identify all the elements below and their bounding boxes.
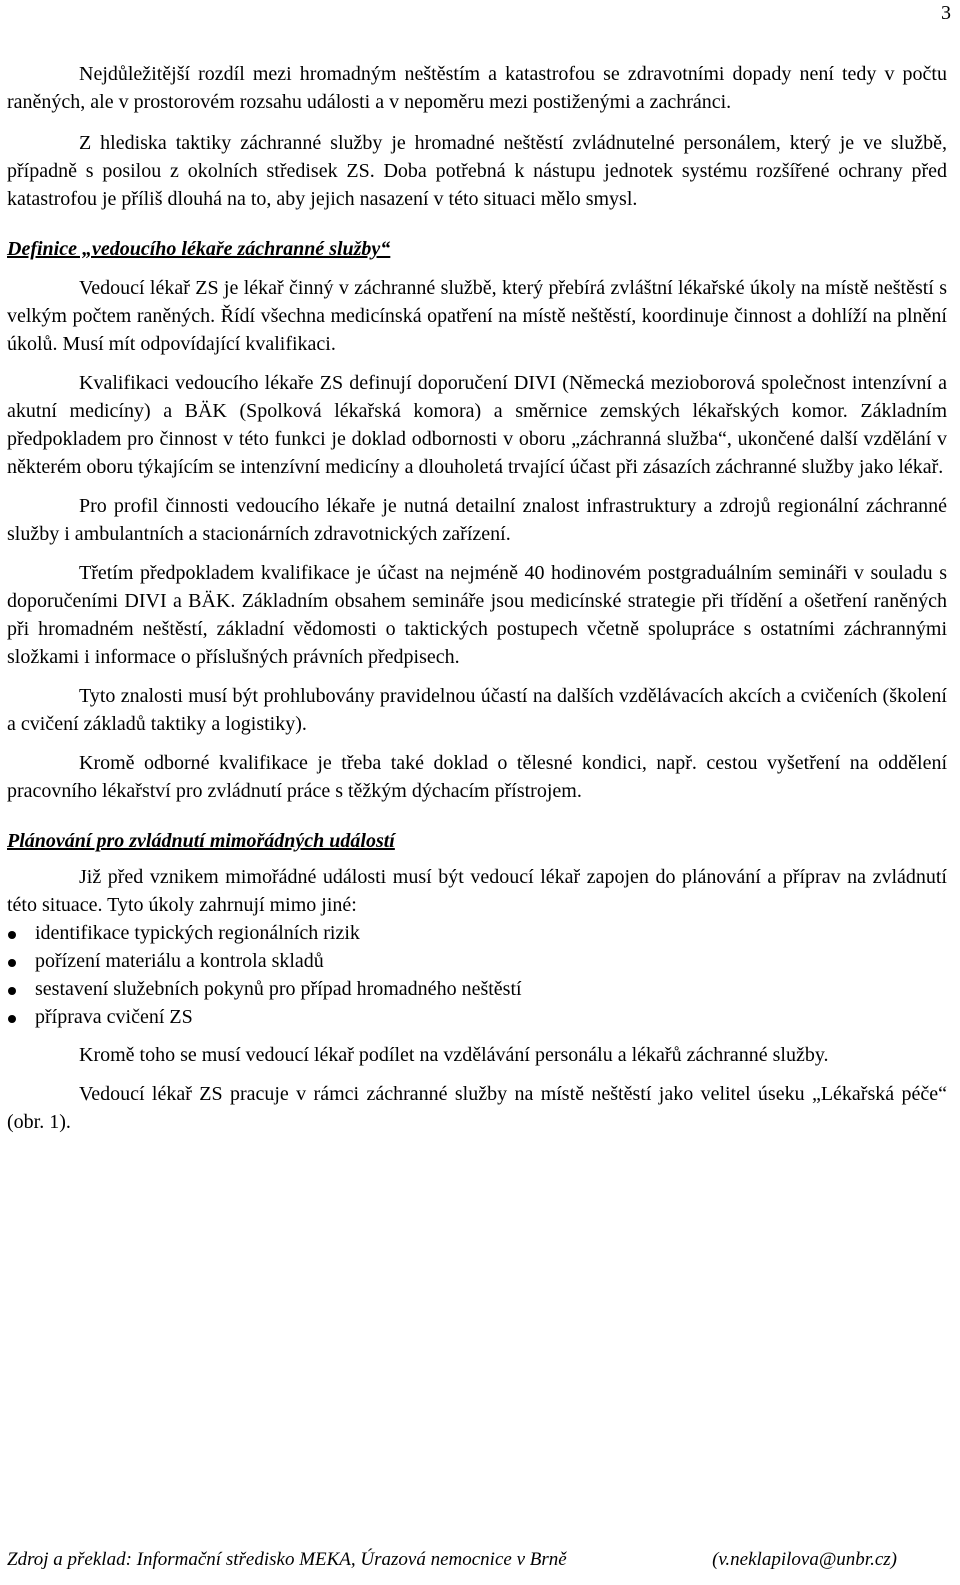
fitness-paragraph: Kromě odborné kvalifikace je třeba také doklad o tělesné kondici, např. cestou vyšetření na oddělení pracovního lékařství pro zvládnutí práce s těžkým dýchacím přístrojem. [7,752,947,802]
list-item: identifikace typických regionálních rizik [7,919,947,947]
list-item: pořízení materiálu a kontrola skladů [7,947,947,975]
section-definition [7,235,947,805]
intro-paragraph-2: Z hlediska taktiky záchranné služby je hromadné neštěstí zvládnutelné personálem, který je ve službě, případně s posilou z okolních středisek ZS. Doba potřebná k nástupu jednotek systému rozšířené ochrany před katastrofou je příliš dlouhá na to, aby jejich nasazení v této situaci mělo smysl. [7,132,947,210]
section-planning [7,827,947,1136]
commander-paragraph: Vedoucí lékař ZS pracuje v rámci záchranné služby na místě neštěstí jako velitel úseku „Lékařská péče“ (obr. 1). [7,1083,947,1133]
definition-paragraph: Vedoucí lékař ZS je lékař činný v záchranné službě, který přebírá zvláštní lékařské úkoly na místě neštěstí s velkým počtem raněných. Řídí všechna medicínská opatření na místě neštěstí, koordinuje činnost a dohlíží na plnění úkolů. Musí mít odpovídající kvalifikaci. [7,277,947,355]
bullet-icon [8,987,16,995]
list-item: sestavení služebních pokynů pro případ hromadného neštěstí [7,975,947,1003]
qualification-paragraph: Kvalifikaci vedoucího lékaře ZS definují doporučení DIVI (Německá mezioborová společnost intenzívní a akutní medicíny) a BÄK (Spolková lékařská komora) a směrnice zemských lékařských komor. Základním předpokladem pro činnost v této funkci je doklad odbornosti v oboru „záchranná služba“, ukončené další vzdělání v některém oboru týkajícím se intenzívní medicíny a dlouholetá trvající účast při zásazích záchranné služby jako lékař. [7,372,947,478]
intro-block [7,60,947,213]
page-footer [7,1548,897,1572]
bullet-icon [8,1015,16,1023]
bullet-icon [8,959,16,967]
education-paragraph: Kromě toho se musí vedoucí lékař podílet na vzdělávání personálu a lékařů záchranné služby. [79,1044,829,1066]
section-heading-definition: Definice „vedoucího lékaře záchranné služby“ [7,238,391,260]
footer-source: Zdroj a překlad: Informační středisko MEKA, Úrazová nemocnice v Brně [7,1549,567,1570]
profile-paragraph: Pro profil činnosti vedoucího lékaře je nutná detailní znalost infrastruktury a zdrojů regionální záchranné služby i ambulantních a stacionárních zdravotnických zařízení. [7,495,947,545]
intro-paragraph-1: Nejdůležitější rozdíl mezi hromadným neštěstím a katastrofou se zdravotními dopady není tedy v počtu raněných, ale v prostorovém rozsahu události a v nepoměru mezi postiženými a zachránci. [7,63,947,113]
page-number: 3 [941,2,951,24]
list-item: příprava cvičení ZS [7,1003,947,1031]
planning-intro-paragraph: Již před vznikem mimořádné události musí být vedoucí lékař zapojen do plánování a příprav na zvládnutí této situace. Tyto úkoly zahrnují mimo jiné: [7,866,947,916]
seminar-paragraph: Třetím předpokladem kvalifikace je účast na nejméně 40 hodinovém postgraduálním semináři v souladu s doporučeními DIVI a BÄK. Základním obsahem semináře jsou medicínské strategie při třídění a ošetření raněných při hromadném neštěstí, základní vědomosti o taktických postupech včetně spolupráce s ostatními záchrannými složkami i informace o příslušných právních předpisech. [7,562,947,668]
footer-contact: (v.neklapilova@unbr.cz) [712,1549,897,1570]
training-paragraph: Tyto znalosti musí být prohlubovány pravidelnou účastí na dalších vzdělávacích akcích a cvičeních (školení a cvičení základů taktiky a logistiky). [7,685,947,735]
section-heading-planning: Plánování pro zvládnutí mimořádných událostí [7,830,395,852]
bullet-icon [8,931,16,939]
task-list [7,919,947,1031]
